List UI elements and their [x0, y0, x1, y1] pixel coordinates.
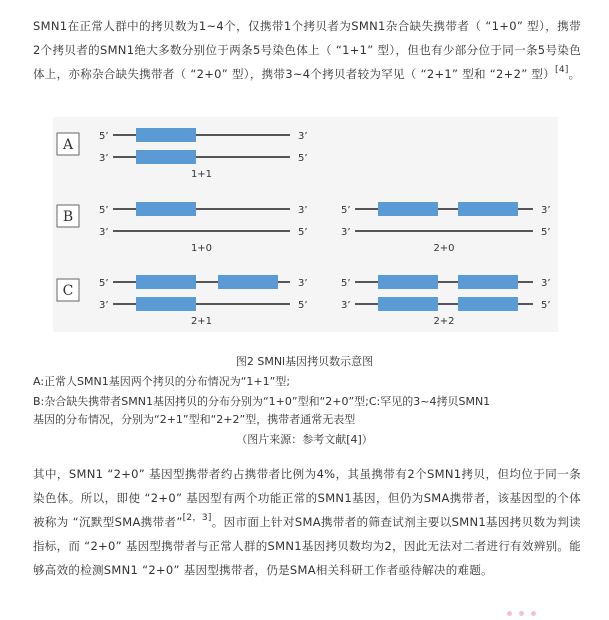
end-label: 3’: [298, 278, 308, 289]
end-label: 5’: [298, 227, 308, 238]
end-label: 3’: [99, 227, 109, 238]
end-label: 5’: [298, 300, 308, 311]
intro-text: SMN1在正常人群中的拷贝数为1~4个，仅携带1个拷贝者为SMN1杂合缺失携带者（ “1+0” 型），携带2个拷贝者的SMN1绝大多数分别位于两条5号染色体上（ “1+1” 型），但也有少部分位于同一条5号染色体上，亦称杂合缺失携带者（ “2+0” 型），携带3~4个拷贝者较为罕见（ “2+1” 型和 “2+2” 型）: [33, 19, 581, 81]
genotype-label: 2+0: [433, 243, 455, 254]
end-label: 3’: [341, 227, 351, 238]
body-paragraph: [33, 462, 581, 582]
dot-icon: [519, 611, 524, 616]
smn1-gene-block: [458, 297, 518, 311]
citation-ref[interactable]: [4]: [555, 65, 569, 75]
body-text-1: 其中，SMN1 “2+0” 基因型携带者约占携带者比例为4%，其虽携带有2个SMN1拷贝，但均位于同一条染色体。所以，即使 “2+0” 基因型有两个功能正常的SMN1基因，但仍为SMA携带者，该基因型的个体被称为 “沉默型SMA携带者”: [33, 467, 581, 529]
end-label: 3’: [341, 300, 351, 311]
caption-line-bc: B:杂合缺失携带者SMN1基因拷贝的分布分别为“1+0”型和“2+0”型;C:罕见的3~4拷贝SMN1: [33, 395, 491, 408]
smn1-gene-block: [136, 202, 196, 216]
genotype-label: 2+1: [190, 316, 213, 327]
smn1-gene-block: [136, 297, 196, 311]
genotype-label: 2+2: [433, 316, 455, 327]
end-label: 3’: [298, 205, 308, 216]
end-label: 5’: [99, 131, 109, 142]
body-text-2: 。因市面上针对SMA携带者的筛查试剂主要以SMN1基因拷贝数为判读指标，而 “2+0” 基因型携带者与正常人群的SMN1基因拷贝数均为2，因此无法对二者进行有效辨别。能够高效的检测SMN1 “2+0” 基因型携带者，仍是SMA相关科研工作者亟待解决的难题。: [33, 515, 581, 577]
figure-caption-title: 图2 SMNl基因拷贝数示意图: [235, 355, 374, 368]
citation-ref-2-3[interactable]: [2，3]: [182, 513, 212, 523]
end-label: 3’: [541, 278, 551, 289]
end-label: 3’: [298, 131, 308, 142]
caption-line-bc-cont: 基因的分布情况，分别为“2+1”型和“2+2”型，携带者通常无表型: [33, 413, 356, 426]
panel-letter: B: [62, 209, 74, 225]
decorative-dots: [507, 601, 543, 620]
caption-source: （图片来源：参考文献[4]）: [236, 433, 373, 446]
smn1-gene-block: [378, 297, 438, 311]
end-label: 5’: [99, 278, 109, 289]
genotype-label: 1+0: [190, 243, 213, 254]
end-label: 5’: [341, 278, 351, 289]
end-label: 5’: [341, 205, 351, 216]
smn1-gene-block: [136, 128, 196, 142]
copy-number-figure: [53, 117, 558, 332]
dot-icon: [507, 611, 512, 616]
smn1-gene-block: [458, 202, 518, 216]
intro-paragraph: [33, 14, 581, 86]
genotype-label: 1+1: [190, 169, 213, 180]
end-label: 3’: [99, 300, 109, 311]
smn1-gene-block: [218, 275, 278, 289]
end-label: 5’: [541, 300, 551, 311]
smn1-gene-block: [378, 202, 438, 216]
intro-end: 。: [568, 67, 581, 81]
smn1-gene-block: [136, 150, 196, 164]
smn1-gene-block: [378, 275, 438, 289]
end-label: 3’: [99, 153, 109, 164]
figure-diagram: [53, 117, 558, 332]
end-label: 5’: [541, 227, 551, 238]
caption-line-a: A:正常人SMN1基因两个拷贝的分布情况为“1+1”型;: [33, 375, 291, 388]
smn1-gene-block: [136, 275, 196, 289]
dot-icon: [531, 611, 536, 616]
panel-letter: A: [62, 137, 74, 153]
end-label: 5’: [99, 205, 109, 216]
end-label: 3’: [541, 205, 551, 216]
end-label: 5’: [298, 153, 308, 164]
panel-letter: C: [62, 283, 74, 299]
smn1-gene-block: [458, 275, 518, 289]
